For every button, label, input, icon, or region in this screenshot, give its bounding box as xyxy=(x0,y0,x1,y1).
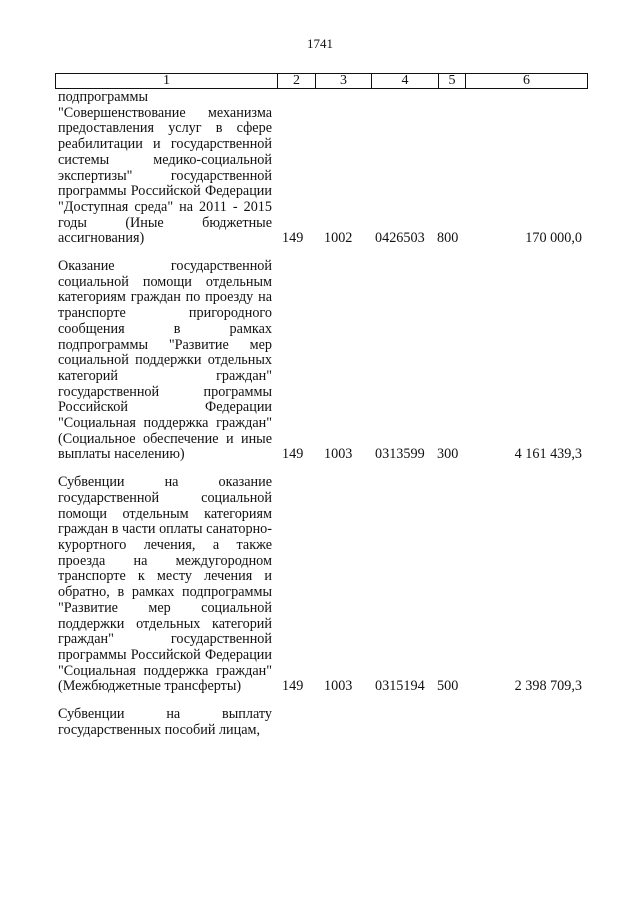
row-description: Субвенции на оказание государственной социальной помощи отдельным категориям граждан в части оплаты санаторно-курортного лечения, а также проезда на междугородном транспорте к месту лечения и обратно, в рамках подпрограммы "Развитие мер социальной поддержки отдельных категорий граждан" государственной программы Российской Федерации "Социальная поддержка граждан" (Межбюджетные трансферты) xyxy=(58,474,272,695)
cell-section-code: 1003 xyxy=(324,446,353,463)
cell-target-code: 0426503 xyxy=(375,230,425,247)
cell-target-code: 0315194 xyxy=(375,678,425,695)
cell-expense-type: 500 xyxy=(437,678,459,695)
column-header-2: 2 xyxy=(278,74,316,89)
column-header-1: 1 xyxy=(56,74,278,89)
row-description: Субвенции на выплату государственных пособий лицам, xyxy=(58,706,272,738)
column-header-3: 3 xyxy=(316,74,372,89)
column-header-6: 6 xyxy=(466,74,588,89)
page-number: 1741 xyxy=(307,36,333,51)
column-header-4: 4 xyxy=(372,74,439,89)
cell-section-code: 1002 xyxy=(324,230,353,247)
cell-expense-type: 300 xyxy=(437,446,459,463)
column-header-row xyxy=(55,73,588,89)
cell-admin-code: 149 xyxy=(282,678,304,695)
cell-amount: 170 000,0 xyxy=(525,230,582,247)
cell-amount: 2 398 709,3 xyxy=(514,678,582,695)
table-row xyxy=(58,90,584,247)
cell-expense-type: 800 xyxy=(437,230,459,247)
table-row xyxy=(58,259,584,463)
row-description: Оказание государственной социальной помощи отдельным категориям граждан по проезду на транспорте пригородного сообщения в рамках подпрограммы "Развитие мер социальной поддержки отдельных категорий граждан" государственной программы Российской Федерации "Социальная поддержка граждан" (Социальное обеспечение и иные выплаты населению) xyxy=(58,258,272,463)
table-body xyxy=(58,90,584,738)
table-row xyxy=(58,707,584,738)
column-header-5: 5 xyxy=(439,74,466,89)
cell-section-code: 1003 xyxy=(324,678,353,695)
cell-admin-code: 149 xyxy=(282,446,304,463)
cell-admin-code: 149 xyxy=(282,230,304,247)
cell-target-code: 0313599 xyxy=(375,446,425,463)
table-row xyxy=(58,475,584,695)
cell-amount: 4 161 439,3 xyxy=(514,446,582,463)
row-description: подпрограммы "Совершенствование механизма предоставления услуг в сфере реабилитации и государственной системы медико-социальной экспертизы" государственной программы Российской Федерации "Доступная среда" на 2011 - 2015 годы (Иные бюджетные ассигнования) xyxy=(58,89,272,247)
